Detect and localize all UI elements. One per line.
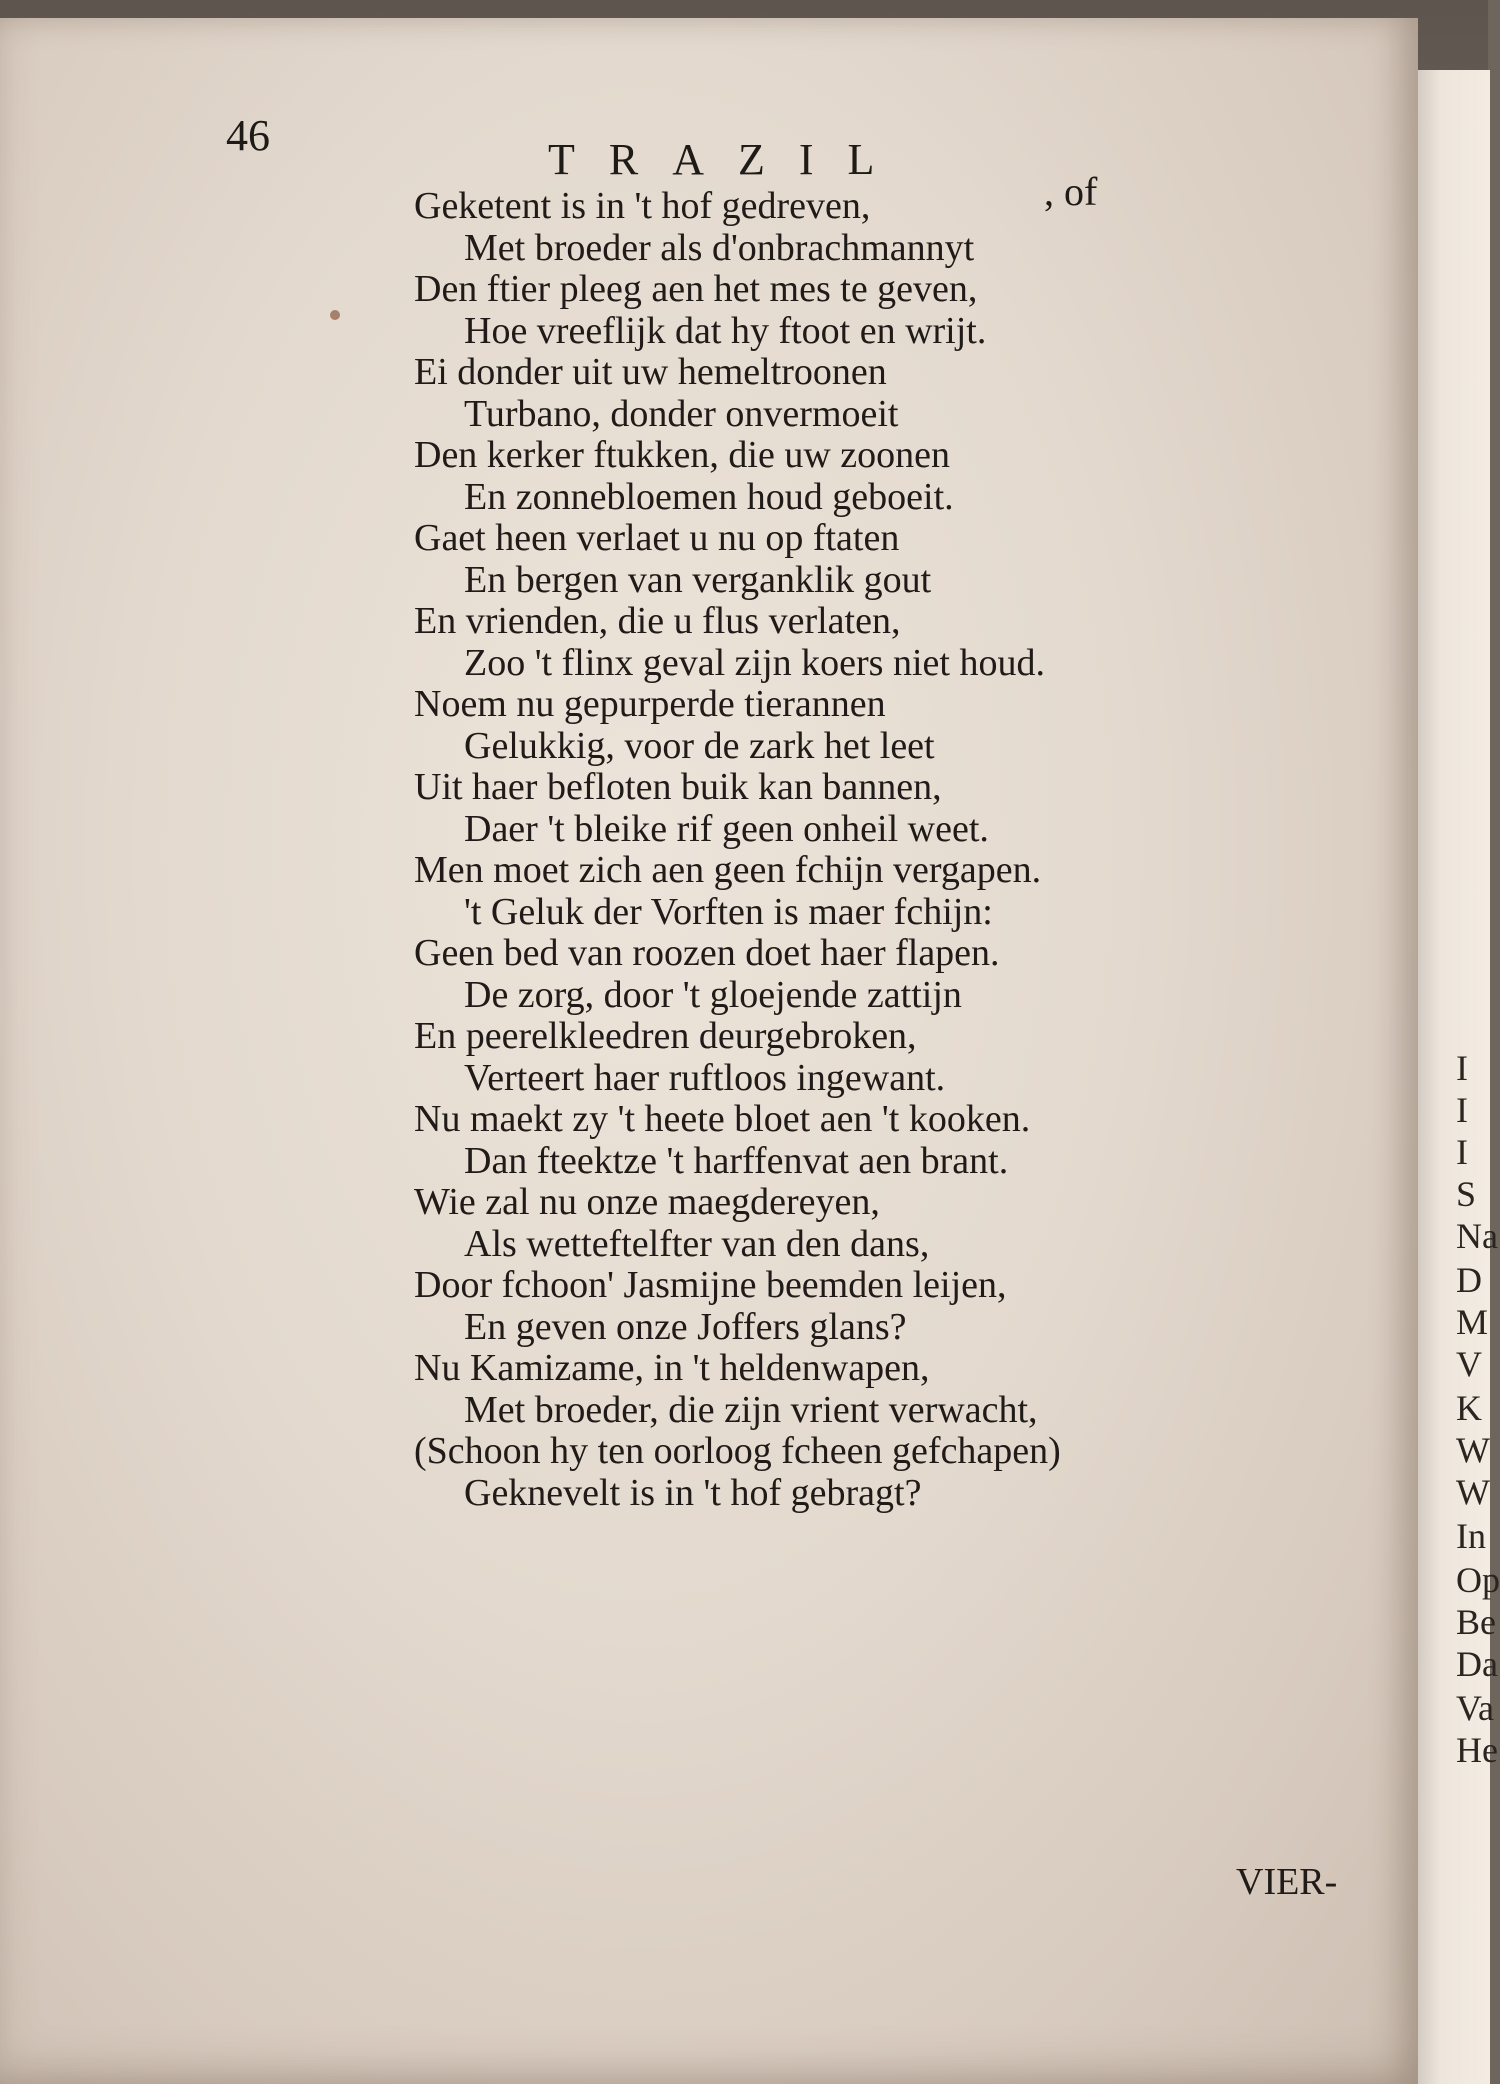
book-page	[0, 18, 1418, 2084]
facing-page-letter: M	[1456, 1302, 1489, 1342]
facing-page-letter: D	[1456, 1260, 1482, 1300]
poem-line: Door fchoon' Jasmijne beemden leijen,	[414, 1264, 1007, 1306]
poem-line: Daer 't bleike rif geen onheil weet.	[464, 807, 989, 850]
poem-line: Hoe vreeflijk dat hy ftoot en wrijt.	[464, 309, 987, 352]
poem-line: Geen bed van roozen doet haer flapen.	[414, 932, 1000, 974]
poem-line: (Schoon hy ten oorloog fcheen gefchapen)	[414, 1430, 1061, 1472]
poem-line: Geketent is in 't hof gedreven,	[414, 185, 871, 227]
poem-line: En bergen van verganklik gout	[464, 558, 932, 601]
poem-line: Dan fteektze 't harffenvat aen brant.	[464, 1139, 1009, 1182]
poem-line: Nu maekt zy 't heete bloet aen 't kooken.	[414, 1098, 1031, 1140]
poem-line: Den kerker ftukken, die uw zoonen	[414, 434, 951, 476]
facing-page-letter: K	[1456, 1388, 1482, 1428]
poem-line: Uit haer befloten buik kan bannen,	[414, 766, 942, 808]
poem-line: Als wetteftelfter van den dans,	[464, 1222, 930, 1265]
poem-line: Met broeder als d'onbrachmannyt	[464, 226, 975, 269]
facing-page-letter: Va	[1456, 1688, 1494, 1728]
facing-page-letter: Da	[1456, 1644, 1498, 1684]
facing-page-letter: Na	[1456, 1216, 1498, 1256]
facing-page-letter: He	[1456, 1730, 1498, 1770]
poem-line: De zorg, door 't gloejende zattijn	[464, 973, 962, 1016]
page-number: 46	[226, 111, 270, 160]
facing-page-letter: Op	[1456, 1560, 1500, 1600]
catchword: VIER-	[1236, 1861, 1338, 1903]
running-title: TRAZIL	[548, 135, 909, 184]
poem-line: Turbano, donder onvermoeit	[464, 392, 899, 435]
poem-line: Verteert haer ruftloos ingewant.	[464, 1056, 946, 1099]
facing-page-letter: W	[1456, 1472, 1490, 1512]
poem-line: Wie zal nu onze maegdereyen,	[414, 1181, 880, 1223]
poem-line: Men moet zich aen geen fchijn vergapen.	[414, 849, 1042, 891]
poem-line: En geven onze Joffers glans?	[464, 1305, 907, 1348]
poem-line: Geknevelt is in 't hof gebragt?	[464, 1471, 922, 1514]
poem-line: En vrienden, die u flus verlaten,	[414, 600, 901, 642]
poem-line: En peerelkleedren deurgebroken,	[414, 1015, 917, 1057]
facing-page-letter: W	[1456, 1430, 1490, 1470]
poem-line: Gelukkig, voor de zark het leet	[464, 724, 935, 767]
facing-page-letter: I	[1456, 1090, 1468, 1130]
page-stain	[330, 310, 340, 320]
poem-line: Noem nu gepurperde tierannen	[414, 683, 886, 725]
running-title-suffix: , of	[1044, 169, 1098, 214]
poem-line: Den ftier pleeg aen het mes te geven,	[414, 268, 978, 310]
poem-line: Met broeder, die zijn vrient verwacht,	[464, 1388, 1038, 1431]
facing-page-letter: I	[1456, 1132, 1468, 1172]
facing-page-letter: V	[1456, 1344, 1482, 1384]
facing-page-letter: In	[1456, 1516, 1486, 1556]
poem-text	[414, 186, 1194, 1514]
poem-line: Ei donder uit uw hemeltroonen	[414, 351, 887, 393]
facing-page-letter: I	[1456, 1048, 1468, 1088]
facing-page-edge	[1412, 70, 1500, 2084]
facing-page-letter: S	[1456, 1174, 1477, 1214]
poem-line: Gaet heen verlaet u nu op ftaten	[414, 517, 900, 559]
poem-line: Nu Kamizame, in 't heldenwapen,	[414, 1347, 930, 1389]
poem-line: En zonnebloemen houd geboeit.	[464, 475, 954, 518]
facing-page-letter: Be	[1456, 1602, 1496, 1642]
poem-line: 't Geluk der Vorften is maer fchijn:	[464, 890, 993, 933]
poem-line: Zoo 't flinx geval zijn koers niet houd.	[464, 641, 1045, 684]
